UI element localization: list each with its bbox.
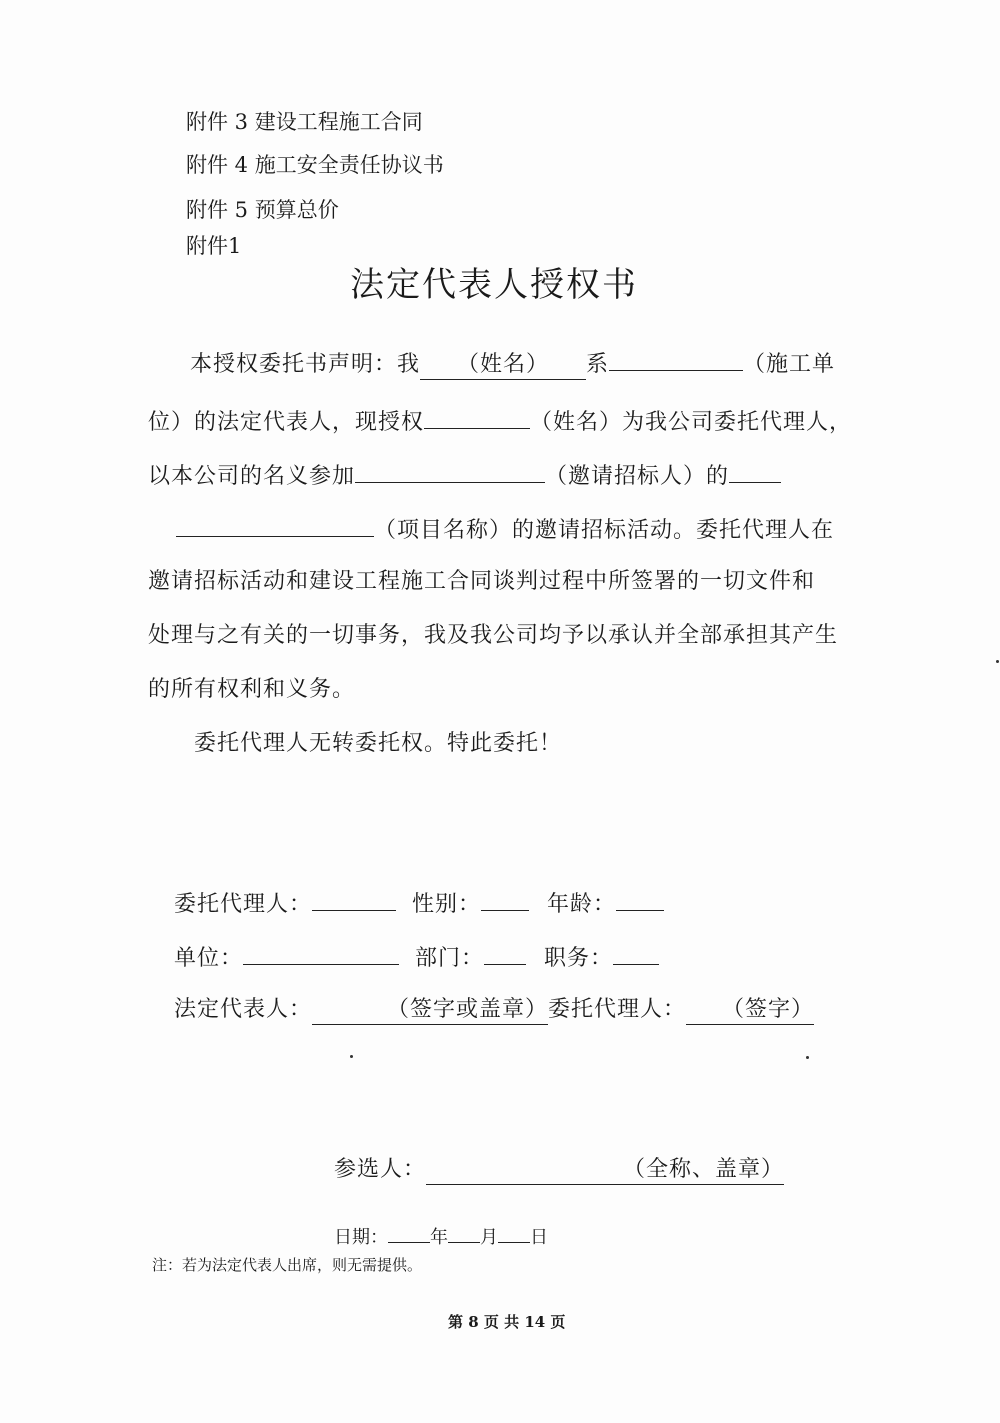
para1-text-d: 位）的法定代表人，现授权 [148, 410, 425, 435]
annex-4-line: 附件 4 施工安全责任协议书 [186, 153, 444, 177]
para1-text-g: （邀请招标人）的 [545, 464, 730, 489]
bidder-label: 参选人： [334, 1157, 427, 1182]
agent-blank [312, 884, 396, 911]
year-label: 年 [430, 1227, 448, 1248]
scan-speck [996, 660, 999, 663]
annex-label: 附件1 [186, 234, 242, 258]
age-label: 年龄： [547, 892, 617, 917]
day-label: 日 [530, 1227, 548, 1248]
date-line [334, 1222, 548, 1249]
para1-text-h: （项目名称）的邀请招标活动。委托代理人在 [374, 518, 835, 543]
gender-label: 性别： [412, 892, 482, 917]
legal-rep-label: 法定代表人： [174, 997, 313, 1022]
para1-line4 [176, 510, 834, 544]
inviter-blank [355, 456, 545, 483]
dept-blank [484, 938, 526, 965]
sign-or-seal-hint: （签字或盖章） [387, 997, 549, 1022]
para2: 委托代理人无转委托权。特此委托！ [194, 731, 563, 756]
para1-line5: 邀请招标活动和建设工程施工合同谈判过程中所签署的一切文件和 [148, 569, 816, 594]
position-label: 职务： [544, 946, 614, 971]
name-hint: （姓名） [457, 352, 550, 377]
scan-speck [806, 1056, 809, 1059]
page-title: 法定代表人授权书 [350, 265, 638, 305]
unit-blank [243, 938, 399, 965]
day-blank [498, 1222, 530, 1243]
legal-rep-name-blank [420, 353, 586, 380]
dept-label: 部门： [415, 946, 485, 971]
legal-rep-sign-blank [312, 998, 548, 1025]
agent-label: 委托代理人： [174, 892, 313, 917]
project-name-blank [176, 510, 374, 537]
para1-text-a: 本授权委托书声明：我 [190, 352, 421, 377]
of-blank [729, 456, 781, 483]
gender-blank [481, 884, 529, 911]
unit-info-line [174, 938, 659, 972]
bidder-hint: （全称、盖章） [623, 1157, 785, 1182]
agent-name-blank [424, 402, 530, 429]
sign-hint: （签字） [722, 997, 815, 1022]
para1-line6: 处理与之有关的一切事务，我及我公司均予以承认并全部承担其产生 [148, 623, 839, 648]
scan-speck [350, 1055, 353, 1058]
agent-info-line [174, 884, 664, 918]
month-label: 月 [480, 1227, 498, 1248]
signature-line [174, 992, 814, 1025]
para1-text-f: 以本公司的名义参加 [148, 464, 356, 489]
para1-line2 [148, 402, 852, 436]
agent2-label: 委托代理人： [548, 997, 687, 1022]
bidder-line [334, 1152, 784, 1185]
agent-sign-blank [686, 998, 814, 1025]
bidder-blank [426, 1158, 784, 1185]
date-label: 日期： [334, 1227, 388, 1248]
para1-line3 [148, 456, 781, 490]
para1-text-e: （姓名）为我公司委托代理人， [530, 410, 853, 435]
annex-5-line: 附件 5 预算总价 [186, 198, 339, 222]
para1-line7: 的所有权利和义务。 [148, 677, 356, 702]
company-blank [609, 344, 743, 371]
footnote: 注：若为法定代表人出席，则无需提供。 [152, 1256, 423, 1274]
para1-line1 [190, 344, 835, 380]
annex-3-line: 附件 3 建设工程施工合同 [186, 110, 423, 134]
month-blank [448, 1222, 480, 1243]
unit-label: 单位： [174, 946, 244, 971]
age-blank [616, 884, 664, 911]
page-number: 第 8 页 共 14 页 [448, 1313, 566, 1331]
para1-text-b: 系 [586, 352, 610, 377]
para1-text-c: （施工单 [743, 352, 836, 377]
year-blank [388, 1222, 430, 1243]
position-blank [613, 938, 659, 965]
